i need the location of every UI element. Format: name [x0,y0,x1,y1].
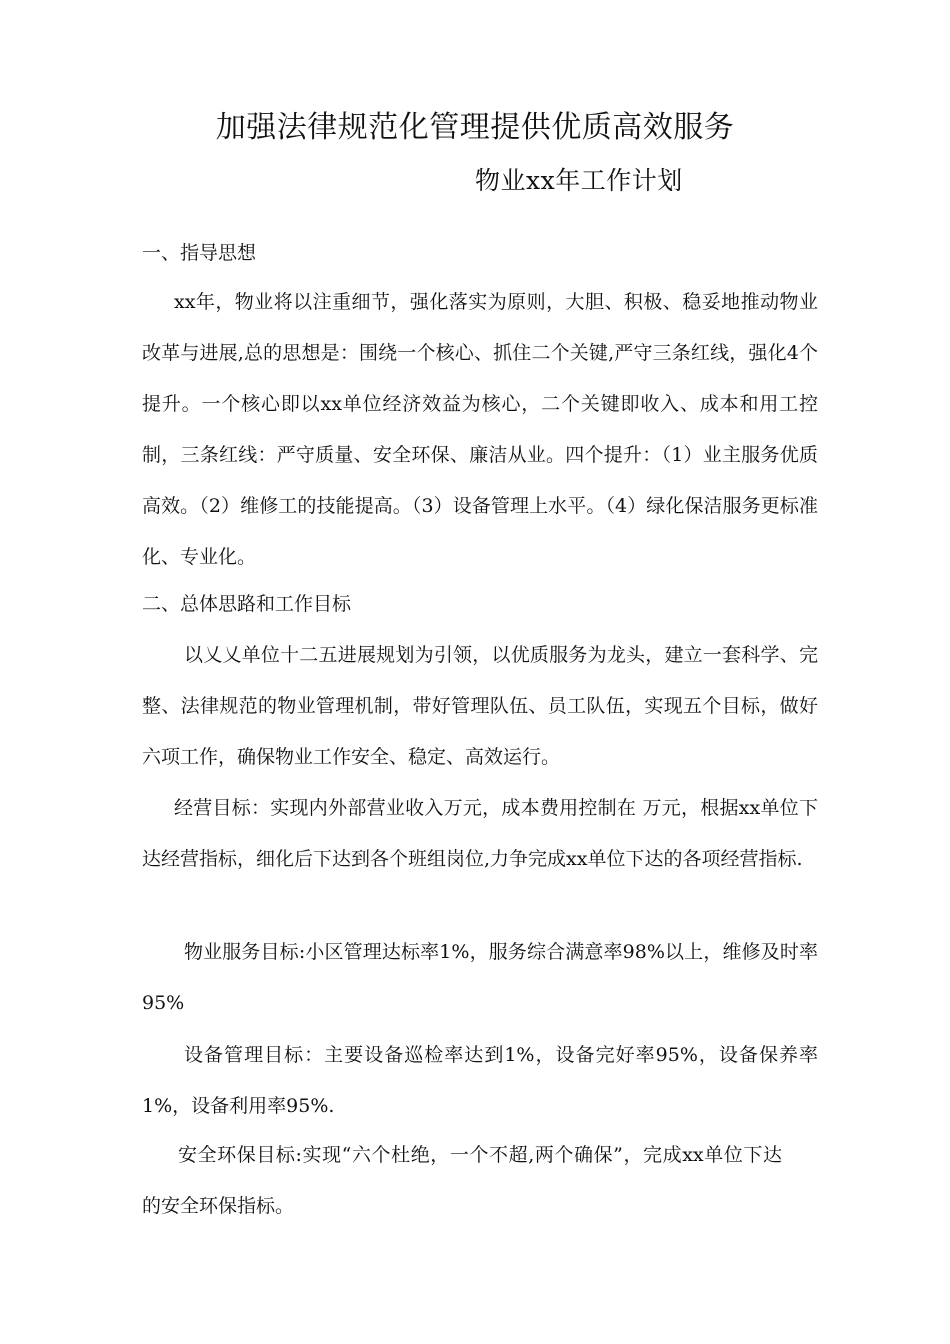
paragraph-guiding-ideology: xx年，物业将以注重细节，强化落实为原则，大胆、积极、稳妥地推动物业改革与进展,总的思想是：围绕一个核心、抓住二个关键,严守三条红线，强化4个提升。一个核心即以xx单位经济效益为核心，二个关键即收入、成本和用工控制，三条红线：严守质量、安全环保、廉洁从业。四个提升：（1）业主服务优质高效。（2）维修工的技能提高。（3）设备管理上水平。（4）绿化保洁服务更标准化、专业化。 [142,291,818,568]
paragraph-property-service-target: 物业服务目标:小区管理达标率1%，服务综合满意率98%以上，维修及时率95% [142,941,818,1014]
paragraph-overall-approach: 以乂乂单位十二五进展规划为引领，以优质服务为龙头，建立一套科学、完整、法律规范的物业管理机制，带好管理队伍、员工队伍，实现五个目标，做好六项工作，确保物业工作安全、稳定、高效运行。 [142,644,818,768]
document-title: 加强法律规范化管理提供优质高效服务 [215,110,735,145]
paragraph-safety-target: 安全环保目标:实现“六个杜绝，一个不超,两个确保”，完成xx单位下达的安全环保指标。 [142,1144,782,1217]
paragraph-equipment-target: 设备管理目标：主要设备巡检率达到1%，设备完好率95%，设备保养率1%，设备利用率95%. [142,1044,818,1117]
paragraph-business-target: 经营目标：实现内外部营业收入万元，成本费用控制在 万元，根据xx单位下达经营指标，细化后下达到各个班组岗位,力争完成xx单位下达的各项经营指标. [142,797,818,870]
document-subtitle: 物业xx年工作计划 [475,166,683,195]
section-heading-guiding-ideology: 一、指导思想 [142,242,257,264]
section-heading-overall-approach: 二、总体思路和工作目标 [142,593,352,615]
